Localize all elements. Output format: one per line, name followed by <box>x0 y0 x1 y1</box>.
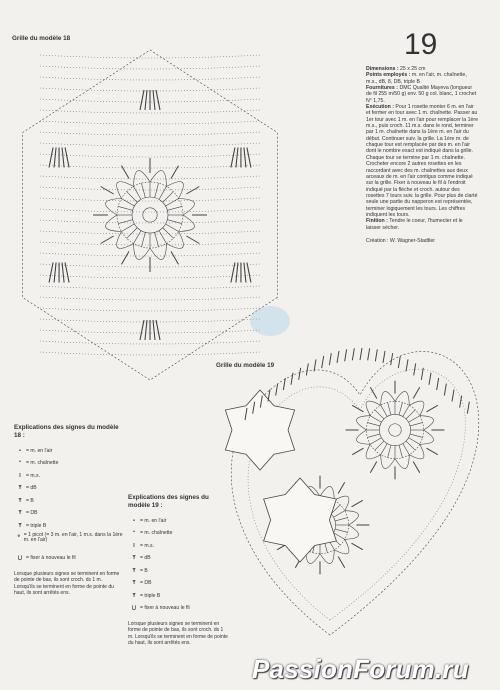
finish-label: Finition : <box>366 218 388 225</box>
legend-text: = triple B <box>140 592 161 599</box>
legend-symbol: ⋃ <box>17 555 23 562</box>
legend-item <box>14 520 124 533</box>
legend-text: = m. en l'air <box>140 517 167 524</box>
legend-item <box>128 515 228 528</box>
legend-text: = fixer à nouveau le fil <box>26 555 76 562</box>
legend-symbol: Ŧ <box>132 555 136 562</box>
grid-18-title: Grille du modèle 18 <box>12 35 71 42</box>
legend-symbol: Ŧ <box>132 567 136 574</box>
legend-item <box>128 565 228 578</box>
legend-18 <box>14 424 124 596</box>
legend-item <box>14 445 124 458</box>
execution-value: Pour 1 rosette monter 6 m. en l'air et fermer en tour avec 1 m. chaînette. Passer au 1er tour avec 1 m. en l'air pour remplacer la 1ère m.s., puis croch. 11 m.s. dans le rond, terminer par 1 m. chaînette dans la 1ère m. en l'air du début. Continuer suiv. la grille. La 1ère m. de chaque tour est remplacée par des m. en l'air dont le nombre exact est indiqué dans la grille. Chaque tour se termine par 1 m. chaînette. Crocheter encore 2 autres rosettes en les raccordant avec des m. chaînettes aux deux arceaux de m. en l'air contigus comme indiqué sur la grille. Fixer à nouveau le fil à l'endroit indiqué par la flèche et croch. autour des rosettes 7 tours suiv. la grille. Pour plus de clarté seule une partie du napperon est représentée, terminer logiquement les tours. Les chiffres indiquent les tours. <box>366 104 478 218</box>
legend-18-note: Lorsque plusieurs signes se terminent en forme de pointe de bas, ils sont croch. ds 1 m. Lorsqu'ils se terminent en forme de pointe du haut, ils sont arrêtés ens. <box>14 571 120 596</box>
legend-text: = DB <box>140 580 152 587</box>
legend-19-note: Lorsque plusieurs signes se terminent en forme de pointe de bas, ils sont croch. ds 1 m. Lorsqu'ils se terminent en forme de pointe du haut, ils sont arrêtés ens. <box>128 621 228 646</box>
legend-item <box>14 483 124 496</box>
legend-symbol: ⋃ <box>131 605 137 612</box>
legend-item <box>14 495 124 508</box>
finish-value: Tendre le coeur, l'humecter et le laisser sécher. <box>366 218 463 231</box>
dimensions-value: 25 x 25 cm <box>398 66 426 72</box>
legend-text: = fixer à nouveau le fil <box>140 605 190 612</box>
legend-text: = triple B <box>26 522 47 529</box>
legend-19 <box>128 494 228 646</box>
legend-item <box>14 458 124 471</box>
legend-item <box>128 540 228 553</box>
legend-symbol: ᵩ <box>17 531 21 538</box>
legend-text: = m.s. <box>26 472 41 479</box>
legend-symbol: Ŧ <box>18 510 22 517</box>
legend-19-title: Explications des signes du modèle 19 : <box>128 494 209 509</box>
legend-text: = dB <box>140 555 151 562</box>
stamp-mark <box>250 306 290 336</box>
legend-text: = m. chaînette <box>26 460 59 467</box>
legend-item <box>128 528 228 541</box>
legend-item <box>128 603 228 616</box>
legend-symbol: Ŧ <box>18 497 22 504</box>
legend-symbol: I <box>133 542 135 549</box>
legend-symbol: Ŧ <box>18 485 22 492</box>
legend-symbol: I <box>19 472 21 479</box>
legend-symbol: Ŧ <box>132 580 136 587</box>
creation-credit: Création : W. Wagner-Stadtler <box>366 237 435 244</box>
legend-text: = m. en l'air <box>26 447 53 454</box>
legend-item <box>14 470 124 483</box>
watermark-text: PassionForum.ru <box>252 654 469 684</box>
legend-symbol: Ŧ <box>132 592 136 599</box>
points-value: m. en l'air, m. chaînette, m.s., dB, 8, DB, triple B <box>366 72 467 85</box>
legend-symbol: ᐤ <box>19 460 21 467</box>
legend-symbol: • <box>19 447 21 454</box>
legend-item <box>14 533 124 553</box>
supplies-label: Fournitures : <box>366 85 398 92</box>
legend-item <box>128 590 228 603</box>
legend-text: = 1 picot (= 3 m. en l'air, 1 m.s. dans la 1ère m. en l'air) <box>23 531 123 543</box>
legend-symbol: ᐤ <box>133 530 135 537</box>
execution-label: Exécution : <box>366 104 394 111</box>
dimensions-label: Dimensions : <box>366 66 399 72</box>
legend-18-title: Explications des signes du modèle 18 : <box>14 424 119 439</box>
legend-text: = m.s. <box>140 542 155 549</box>
legend-item <box>14 508 124 521</box>
supplies-value: DMC Qualité Mayeva (longueur de fil 255 m/50 g) env. 50 g col. blanc, 1 crochet N° 1,75. <box>366 85 477 104</box>
legend-text: = dB <box>26 485 37 492</box>
legend-item <box>128 578 228 591</box>
points-label: Points employés : <box>366 72 411 79</box>
page-number: 19 <box>404 28 438 61</box>
legend-item <box>14 553 124 566</box>
legend-symbol: Ŧ <box>18 522 22 529</box>
grid-19-title: Grille du modèle 19 <box>216 362 275 369</box>
legend-text: = DB <box>26 510 38 517</box>
legend-symbol: • <box>133 517 135 524</box>
legend-item <box>128 553 228 566</box>
legend-text: = B <box>140 567 148 574</box>
legend-text: = B <box>26 497 34 504</box>
legend-text: = m. chaînette <box>140 530 173 537</box>
